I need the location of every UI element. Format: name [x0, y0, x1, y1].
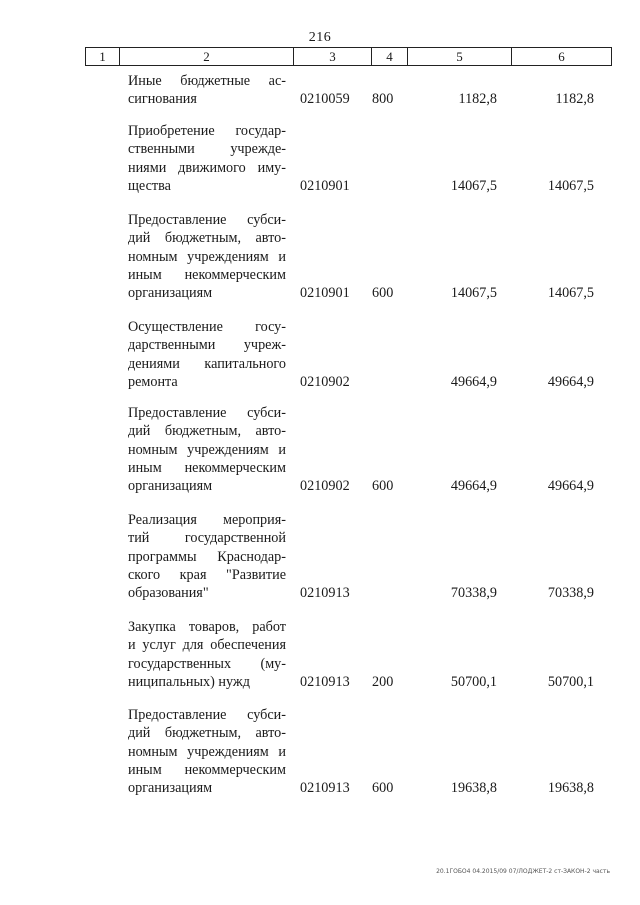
description-line: дий бюджетным, авто-	[128, 423, 286, 440]
row-code: 0210901	[300, 177, 350, 194]
description-line: ниципальных) нужд	[128, 673, 250, 690]
page-number: 216	[308, 30, 332, 45]
row-description	[128, 511, 286, 602]
header-col-4: 4	[371, 48, 407, 65]
description-line: ского края "Развитие	[128, 566, 286, 583]
row-expense-type: 600	[372, 780, 394, 797]
row-code: 0210059	[300, 91, 350, 108]
row-description	[128, 72, 286, 109]
description-line: ниями движимого иму-	[128, 159, 286, 176]
row-amount-col6: 50700,1	[547, 673, 594, 690]
description-line: номным учреждениям и	[128, 441, 286, 458]
row-description	[128, 618, 286, 691]
row-code: 0210913	[300, 673, 350, 690]
row-expense-type: 800	[372, 91, 394, 108]
row-amount-col6: 14067,5	[547, 177, 594, 194]
row-amount-col5: 19638,8	[450, 780, 497, 797]
row-amount-col6: 14067,5	[547, 285, 594, 302]
row-amount-col6: 49664,9	[547, 373, 594, 390]
description-line: Иные бюджетные ас-	[128, 73, 286, 89]
row-description	[128, 404, 286, 495]
description-line: Предоставление субси-	[128, 405, 286, 421]
description-line: ственными учрежде-	[128, 141, 286, 158]
header-col-2: 2	[119, 48, 293, 65]
row-amount-col5: 14067,5	[450, 285, 497, 302]
row-amount-col5: 1182,8	[458, 91, 497, 108]
row-expense-type: 600	[372, 478, 394, 495]
description-line: иным некоммерческим	[128, 761, 286, 778]
description-line: иным некоммерческим	[128, 266, 286, 283]
description-line: сигнования	[128, 91, 197, 108]
description-line: номным учреждениям и	[128, 248, 286, 265]
description-line: дий бюджетным, авто-	[128, 230, 286, 247]
row-amount-col6: 70338,9	[547, 585, 594, 602]
description-line: щества	[128, 177, 171, 194]
description-line: программы Краснодар-	[128, 548, 286, 565]
row-code: 0210902	[300, 373, 350, 390]
description-line: организациям	[128, 478, 213, 495]
description-line: ремонта	[128, 373, 178, 390]
description-line: государственных (му-	[128, 655, 286, 672]
header-col-5: 5	[407, 48, 511, 65]
description-line: тий государственной	[128, 530, 286, 547]
row-amount-col5: 70338,9	[450, 585, 497, 602]
row-code: 0210901	[300, 285, 350, 302]
description-line: образования"	[128, 585, 209, 602]
description-line: организациям	[128, 285, 213, 302]
row-code: 0210913	[300, 585, 350, 602]
row-amount-col5: 14067,5	[450, 177, 497, 194]
row-description	[128, 318, 286, 391]
row-description	[128, 122, 286, 195]
description-line: Предоставление субси-	[128, 212, 286, 228]
description-line: дарственными учреж-	[128, 337, 286, 354]
row-amount-col5: 49664,9	[450, 373, 497, 390]
description-line: Предоставление субси-	[128, 707, 286, 723]
row-amount-col5: 49664,9	[450, 478, 497, 495]
description-line: Осуществление госу-	[128, 319, 286, 335]
description-line: дениями капитального	[128, 355, 286, 372]
description-line: и услуг для обеспечения	[128, 637, 286, 654]
row-expense-type: 200	[372, 673, 394, 690]
header-col-1: 1	[85, 48, 119, 65]
description-line: иным некоммерческим	[128, 459, 286, 476]
description-line: Приобретение государ-	[128, 123, 286, 139]
row-description	[128, 211, 286, 302]
description-line: номным учреждениям и	[128, 743, 286, 760]
row-expense-type: 600	[372, 285, 394, 302]
description-line: дий бюджетным, авто-	[128, 725, 286, 742]
table-header	[85, 47, 612, 66]
header-col-6: 6	[511, 48, 612, 65]
row-amount-col6: 1182,8	[555, 91, 594, 108]
description-line: Реализация мероприя-	[128, 512, 286, 528]
footer-note: 20.1ГОБО4 04.2015/09 07/ЛОДЖЕТ-2 ст-ЗАКОН-2 часть	[436, 868, 610, 875]
row-code: 0210913	[300, 780, 350, 797]
row-amount-col6: 49664,9	[547, 478, 594, 495]
row-amount-col6: 19638,8	[547, 780, 594, 797]
description-line: организациям	[128, 780, 213, 797]
header-col-3: 3	[293, 48, 371, 65]
row-code: 0210902	[300, 478, 350, 495]
row-amount-col5: 50700,1	[450, 673, 497, 690]
row-description	[128, 706, 286, 797]
description-line: Закупка товаров, работ	[128, 619, 286, 635]
